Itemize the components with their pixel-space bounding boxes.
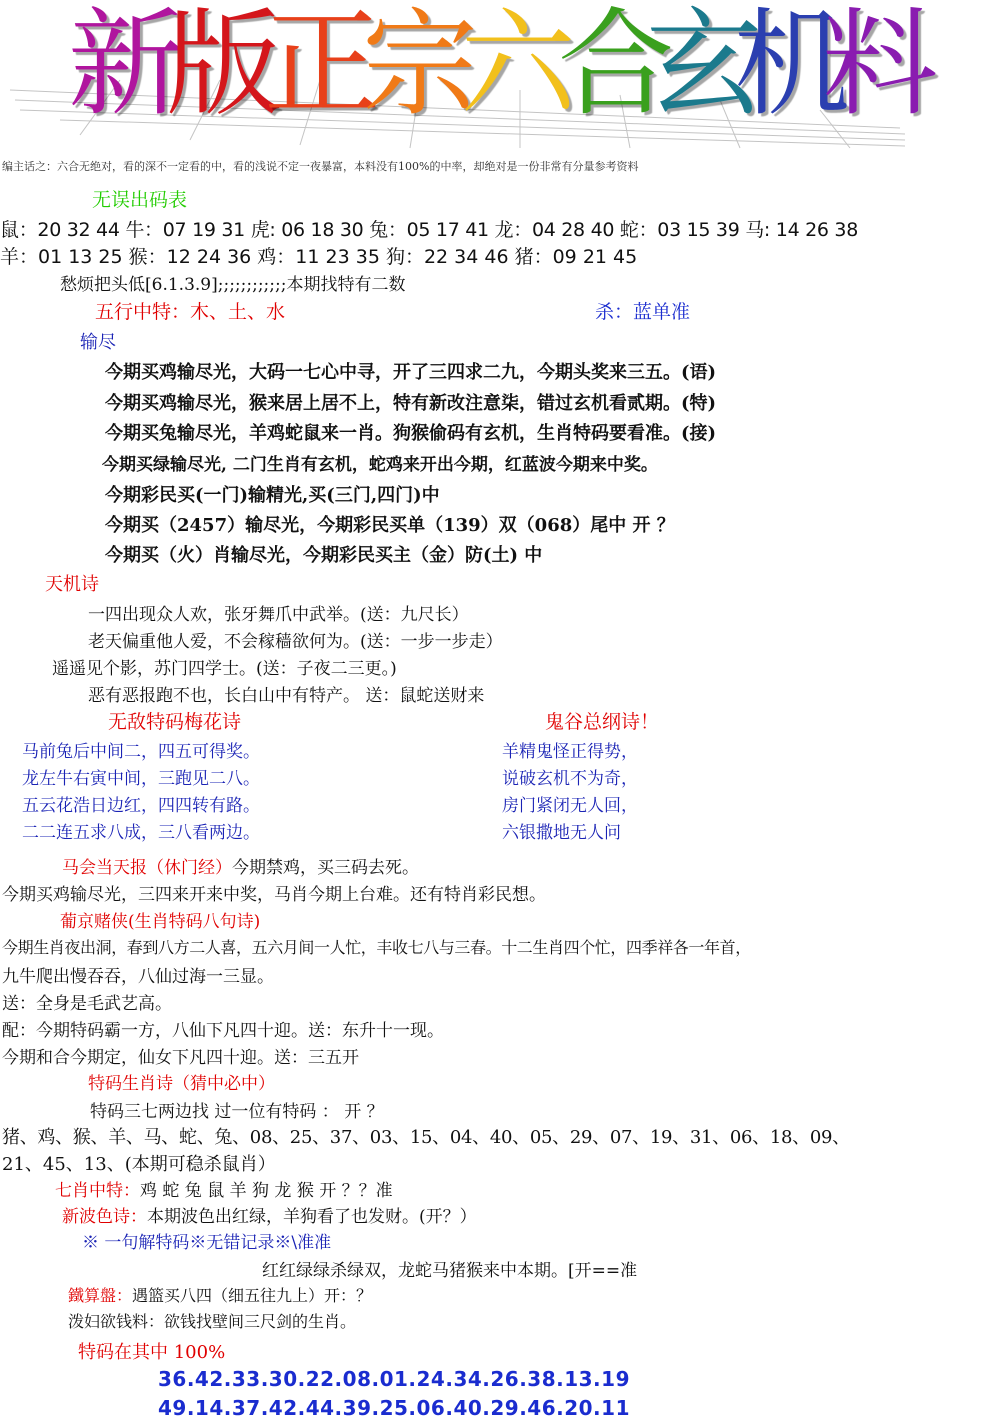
qixiao-label: 七肖中特： [55,1181,140,1201]
xinbo-label: 新波色诗： [62,1207,147,1227]
numbers-line-1: 36.42.33.30.22.08.01.24.34.26.38.13.19 [158,1367,630,1391]
qixiao-line [55,1176,393,1201]
temashi-heading: 特码生肖诗（猜中必中） [88,1074,275,1094]
tianji-line: 老天偏重他人爱，不会稼穑欲何为。(送：一步一步走） [88,632,503,652]
title-char: 正 [264,0,380,132]
mahui-line-2: 今期买鸡输尽光，三四来开来中奖，马肖今期上台难。还有特肖彩民想。 [2,885,546,905]
shujin-heading: 输尽 [80,332,116,353]
shujin-line: 今期买（火）肖输尽光，今期彩民买主（金）防(土) 中 [105,545,543,566]
intro-text: 编主话之：六合无绝对，看的深不一定看的中，看的浅说不定一夜暴富，本料没有100%的中率，却绝对是一份非常有分量参考资料 [2,160,639,173]
tema-heading: 特码在其中 100% [78,1342,226,1363]
meihua-line: 二二连五求八成，三八看两边。 [22,823,260,843]
mahui-tail: 今期禁鸡，买三码去死。 [232,858,419,878]
shujin-line: 今期买（2457）输尽光，今期彩民买单（139）双（068）尾中 开 ？ [105,515,675,536]
shujin-line: 今期买兔输尽光，羊鸡蛇鼠来一肖。狗猴偷码有玄机，生肖特码要看准。(接) [105,423,717,444]
title-char: 料 [822,0,938,132]
wuxing-line: 五行中特：木、土、水 [95,301,286,323]
title-char: 版 [166,0,282,132]
numbers-line-2: 49.14.37.42.44.39.25.06.40.29.46.20.11 [158,1396,630,1420]
zodiac-line-2: 羊：01 13 25 猴：12 24 36 鸡：11 23 35 狗：22 34 46 猪：09 21 45 [0,246,638,268]
qixiao-value: 鸡 蛇 兔 鼠 羊 狗 龙 猴 开 ？？准 [140,1181,393,1201]
meihua-line: 五云花浩日边红，四四转有路。 [22,796,260,816]
pofu-value: 欲钱找壁间三尺剑的生肖。 [164,1312,357,1331]
list-line-2: 21、45、13、(本期可稳杀鼠肖） [2,1154,276,1175]
list-line-1: 猪、鸡、猴、羊、马、蛇、兔、08、25、37、03、15、04、40、05、29、07、19、31、06、18、09、 [2,1127,850,1148]
worry-line: 愁烦把头低[6.1.3.9];;;;;;;;;;;;本期找特有二数 [60,275,406,295]
tianji-line: 恶有恶报跑不也，长白山中有特产。 送：鼠蛇送财来 [88,686,485,706]
meihua-line: 马前兔后中间二，四五可得奖。 [22,742,260,762]
yiju-line: 红红绿绿杀绿双，龙蛇马猪猴来中本期。[开==准 [262,1261,638,1281]
title-char: 六 [460,0,576,132]
guigu-line: 说破玄机不为奇， [502,769,638,789]
tianji-line: 遥遥见个影，苏门四学士。(送：子夜二三更。) [52,659,397,679]
tiesuan-line [68,1283,372,1306]
zodiac-line-1: 鼠：20 32 44 牛：07 19 31 虎: 06 18 30 兔：05 17 41 龙：04 28 40 蛇：03 15 39 马: 14 26 38 [0,219,858,241]
pujing-line: 九牛爬出慢吞吞，八仙过海一三显。 [2,967,274,987]
title-char: 宗 [362,0,478,132]
temashi-line: 特码三七两边找 过一位有特码 ： 开 ？ [90,1102,384,1122]
pujing-line: 今期生肖夜出洞，春到八方二人喜，五六月间一人忙，丰收七八与三春。十二生肖四个忙，四季祥各一年首， [2,938,751,957]
title-char: 机 [734,0,850,132]
shujin-line: 今期买鸡输尽光，猴来居上居不上，特有新改注意柒，错过玄机看贰期。(特) [105,393,717,414]
title-char: 合 [558,0,674,132]
tiesuan-value: 遇篮买八四（细五往九上）开：？ [132,1286,373,1305]
xinbo-line [62,1202,477,1227]
pujing-line: 配：今期特码霸一方，八仙下凡四十迎。送：东升十一现。 [2,1021,444,1041]
guigu-line: 羊精鬼怪正得势， [502,742,638,762]
title-char: 新 [68,0,184,132]
pofu-label: 泼妇欲钱料： [68,1312,165,1331]
guigu-line: 六银撒地无人问 [502,823,621,843]
pofu-line [68,1309,356,1332]
xinbo-value: 本期波色出红绿，羊狗看了也发财。(开？） [147,1207,477,1227]
shujin-line: 今期买鸡输尽光，大码一七心中寻，开了三四求二九，今期头奖来三五。(语) [105,362,717,383]
yiju-heading: ※ 一句解特码※无错记录※\准准 [82,1233,332,1253]
kill-line: 杀：蓝单准 [595,301,691,323]
guigu-line: 房门紧闭无人回， [502,796,638,816]
tianji-line: 一四出现众人欢，张牙舞爪中武举。(送：九尺长） [88,605,469,625]
mahui-line [62,853,419,878]
guigu-heading: 鬼谷总纲诗！ [545,711,660,733]
pujing-line: 送：全身是毛武艺高。 [2,994,172,1014]
title-banner [0,0,987,150]
pujing-line: 今期和合今期定，仙女下凡四十迎。送：三五开 [2,1048,359,1068]
shujin-line: 今期彩民买(一门)输精光,买(三门,四门)中 [105,485,440,506]
pujing-heading: 葡京赌侠(生肖特码八句诗) [60,912,261,932]
meihua-heading: 无敌特码梅花诗 [108,711,242,733]
tiesuan-label: 鐵算盤： [68,1286,133,1305]
table-heading: 无误出码表 [92,189,188,211]
mahui-heading: 马会当天报（休门经） [62,858,232,878]
tianji-heading: 天机诗 [45,574,99,595]
meihua-line: 龙左牛右寅中间，三跑见二八。 [22,769,260,789]
shujin-line: 今期买绿输尽光, 二门生肖有玄机，蛇鸡来开出今期，红蓝波今期来中奖。 [102,455,658,475]
title-char: 玄 [646,0,762,132]
